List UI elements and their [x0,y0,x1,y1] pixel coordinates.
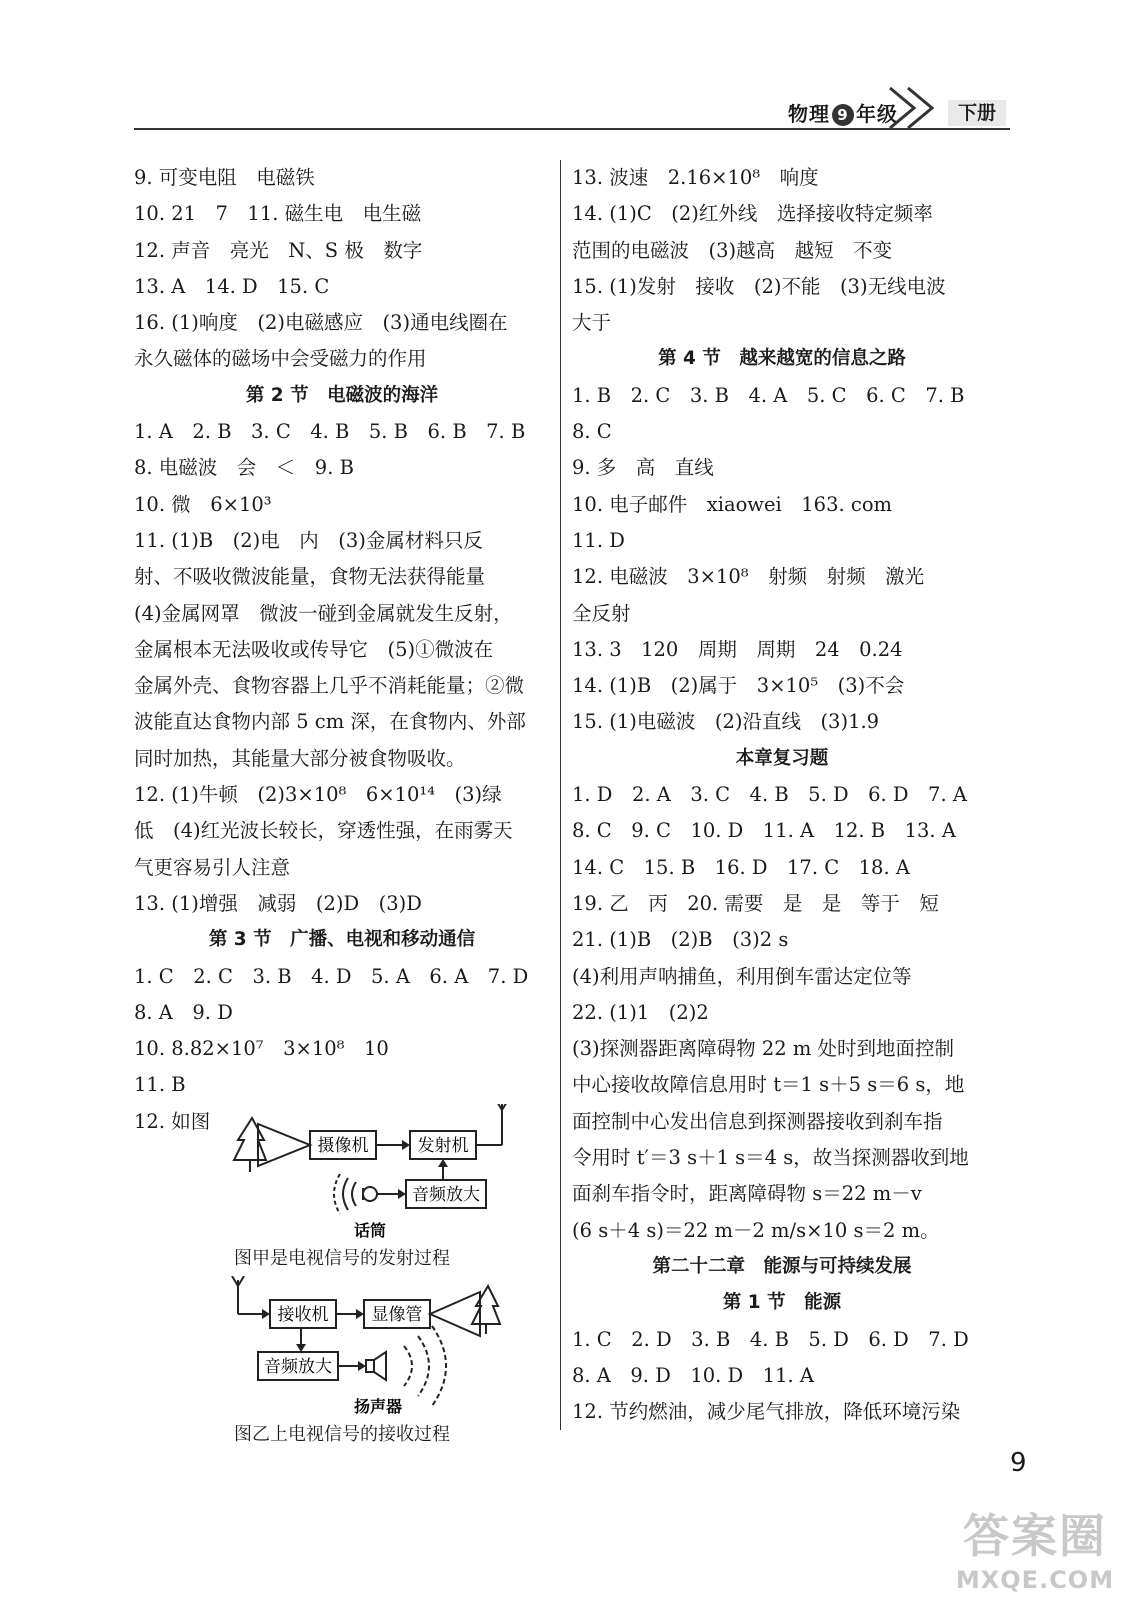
answer-line: 13. (1)增强 减弱 (2)D (3)D [134,891,422,915]
answer-line: 1. A 2. B 3. C 4. B 5. B 6. B 7. B [134,420,526,444]
answer-line: 低 (4)红光波长较长，穿透性强，在雨雾天 [134,819,513,843]
answer-line: 13. 波速 2.16×10⁸ 响度 [572,166,819,189]
answer-line: 大于 [572,311,612,335]
answer-line: 1. C 2. C 3. B 4. D 5. A 6. A 7. D [134,964,529,988]
answer-line: 10. 微 6×10³ [134,492,272,516]
answer-line: 12. 节约燃油，减少尾气排放，降低环境污染 [572,1400,961,1424]
answer-line: 10. 电子邮件 xiaowei 163. com [572,492,893,516]
figure-caption-bottom: 图乙上电视信号的接收过程 [234,1423,450,1445]
figure-caption-top: 图甲是电视信号的发射过程 [234,1247,450,1269]
section-heading: 第 3 节 广播、电视和移动通信 [208,929,476,951]
answer-line: 永久磁体的磁场中会受磁力的作用 [134,347,427,371]
transmitter-label: 发射机 [417,1135,469,1156]
section-heading: 第 4 节 越来越宽的信息之路 [658,348,906,370]
answer-line: 12. (1)牛顿 (2)3×10⁸ 6×10¹⁴ (3)绿 [134,783,502,807]
answer-line: 10. 21 7 11. 磁生电 电生磁 [134,202,422,226]
answer-line: 14. (1)B (2)属于 3×10⁵ (3)不会 [572,674,905,698]
right-column [572,160,992,1430]
answer-line: 9. 多 高 直线 [572,456,714,480]
answer-line: 金属外壳、食物容器上几乎不消耗能量；②微 [134,674,525,698]
screen-projection-shape [430,1292,480,1336]
answer-line: 14. C 15. B 16. D 17. C 18. A [572,855,910,879]
section-heading: 本章复习题 [735,747,829,769]
section-heading: 第 2 节 电磁波的海洋 [245,384,439,406]
answer-line: 13. A 14. D 15. C [134,274,330,298]
answer-line: 12. 声音 亮光 N、S 极 数字 [134,238,423,262]
answer-line: (3)探测器距离障碍物 22 m 处时到地面控制 [572,1037,955,1061]
audio-amp-label: 音频放大 [264,1356,332,1377]
left-column [134,160,550,1449]
answer-line: 16. (1)响度 (2)电磁感应 (3)通电线圈在 [134,311,508,335]
camera-label: 摄像机 [317,1135,369,1156]
header-rule [134,128,1010,130]
answer-line: 14. (1)C (2)红外线 选择接收特定频率 [572,202,933,226]
answer-line: 波能直达食物内部 5 cm 深，在食物内、外部 [134,710,526,734]
answer-line: 8. A 9. D [134,1000,233,1024]
answer-line: 21. (1)B (2)B (3)2 s [572,928,789,952]
answer-line: 1. B 2. C 3. B 4. A 5. C 6. C 7. B [572,383,965,407]
answer-line: (4)金属网罩 微波一碰到金属就发生反射， [134,601,513,625]
tv-signal-figure [134,1104,550,1449]
answer-line: 8. C [572,420,612,444]
answer-line: 面刹车指令时，距离障碍物 s＝22 m－v [572,1182,922,1206]
page-header [134,96,1010,130]
antenna-icon [232,1276,244,1314]
answer-line: 12. 电磁波 3×10⁸ 射频 射频 激光 [572,565,925,589]
tv-transmit-diagram [134,1104,550,1254]
tv-receive-diagram [134,1276,550,1426]
microphone-icon [334,1174,377,1214]
grade-badge: 9 [832,104,854,126]
answer-line: 22. (1)1 (2)2 [572,1000,709,1024]
answer-line: 19. 乙 丙 20. 需要 是 是 等于 短 [572,891,939,915]
answer-line: 15. (1)电磁波 (2)沿直线 (3)1.9 [572,710,880,734]
subject-name: 物理 [788,102,830,126]
speaker-label: 扬声器 [353,1396,403,1416]
double-chevron-icon [886,86,946,130]
answer-line: 金属根本无法吸收或传导它 (5)①微波在 [134,637,494,661]
header-subject [788,98,898,127]
answer-line: 8. C 9. C 10. D 11. A 12. B 13. A [572,819,956,843]
answer-line: 令用时 t′＝3 s＋1 s＝4 s，故当探测器收到地 [572,1146,969,1170]
answer-line: 范围的电磁波 (3)越高 越短 不变 [572,238,893,262]
answer-line: 11. B [134,1073,186,1097]
grade-suffix: 年级 [856,102,898,126]
answer-line: 1. D 2. A 3. C 4. B 5. D 6. D 7. A [572,783,967,807]
page-number: 9 [1010,1448,1027,1478]
answer-line: 1. C 2. D 3. B 4. B 5. D 6. D 7. D [572,1327,969,1351]
answer-line: 气更容易引人注意 [134,855,291,879]
answer-line: 面控制中心发出信息到探测器接收到刹车指 [572,1109,943,1133]
audio-amp-label: 音频放大 [412,1184,480,1205]
speaker-icon [366,1326,446,1406]
answer-line: 射、不吸收微波能量，食物无法获得能量 [134,565,486,589]
answer-line: (4)利用声呐捕鱼，利用倒车雷达定位等 [572,964,912,988]
answer-line: 8. 电磁波 会 ＜ 9. B [134,456,354,480]
answer-line: 8. A 9. D 10. D 11. A [572,1363,814,1387]
answer-line: 15. (1)发射 接收 (2)不能 (3)无线电波 [572,274,946,298]
answer-line: 13. 3 120 周期 周期 24 0.24 [572,637,903,661]
picture-tube-label: 显像管 [371,1304,423,1325]
answer-line: 同时加热，其能量大部分被食物吸收。 [134,746,466,770]
volume-label: 下册 [948,100,1006,126]
chapter-heading: 第二十二章 能源与可持续发展 [652,1255,912,1277]
receiver-label: 接收机 [277,1304,329,1325]
answer-line: (6 s＋4 s)＝22 m－2 m/s×10 s＝2 m。 [572,1218,940,1242]
answer-line: 9. 可变电阻 电磁铁 [134,166,315,189]
answer-line: 中心接收故障信息用时 t＝1 s＋5 s＝6 s，地 [572,1073,965,1097]
answer-line: 10. 8.82×10⁷ 3×10⁸ 10 [134,1037,389,1061]
mic-label: 话筒 [353,1220,387,1240]
watermark-main: 答案圈 [963,1509,1107,1563]
column-divider [560,160,561,1430]
figure-item-label: 12. 如图 [134,1109,211,1133]
answer-line: 11. (1)B (2)电 内 (3)金属材料只反 [134,528,483,552]
watermark-site: MXQE.COM [955,1566,1115,1594]
answer-line: 11. D [572,528,625,552]
watermark [930,1500,1140,1595]
section-heading: 第 1 节 能源 [722,1292,842,1314]
answer-line: 全反射 [572,601,631,625]
